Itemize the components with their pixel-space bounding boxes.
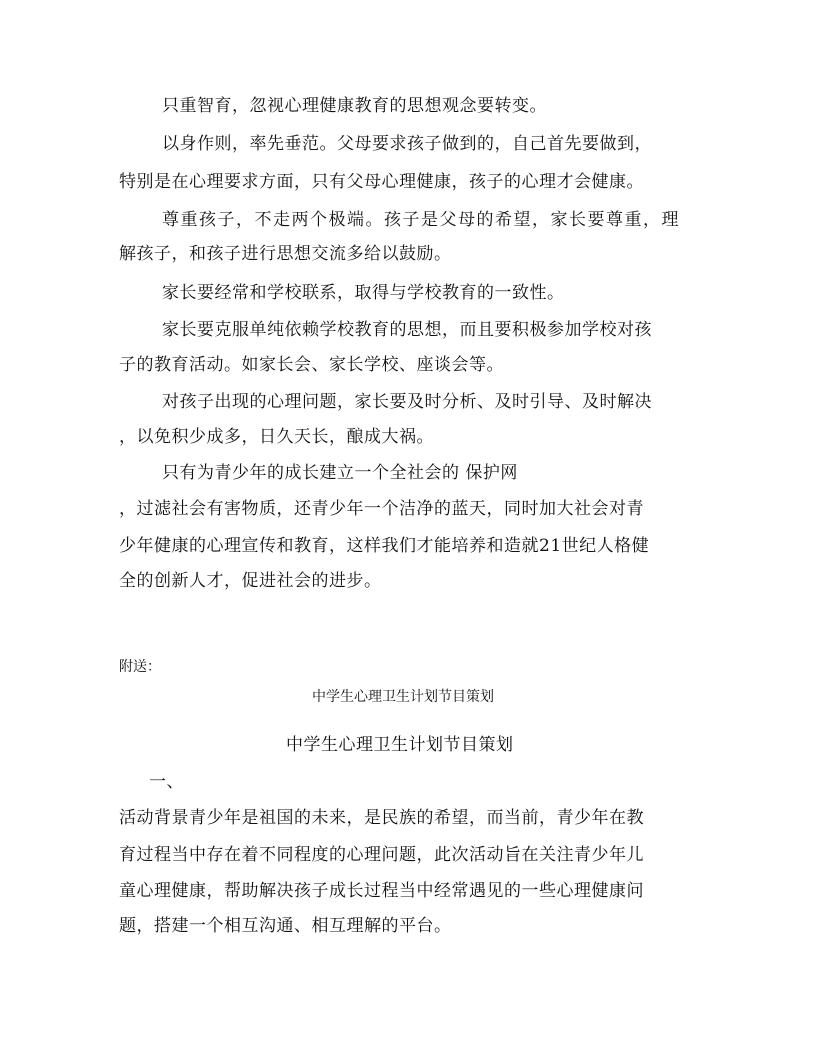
paragraph-line: 少年健康的心理宣传和教育，这样我们才能培养和造就21世纪人格健 — [119, 536, 650, 556]
paragraph-line: ，以免积少成多，日久天长，酿成大祸。 — [119, 427, 434, 447]
paragraph-line: 家长要克服单纯依赖学校教育的思想，而且要积极参加学校对孩 — [162, 320, 652, 340]
paragraph-line: 家长要经常和学校联系，取得与学校教育的一致性。 — [162, 283, 565, 303]
paragraph-line: 只有为青少年的成长建立一个全社会的 保护网 — [162, 463, 518, 483]
paragraph-line: 特别是在心理要求方面，只有父母心理健康，孩子的心理才会健康。 — [119, 172, 644, 192]
paragraph-line: 对孩子出现的心理问题，家长要及时分析、及时引导、及时解决 — [162, 392, 652, 412]
appendix-small-title: 中学生心理卫生计划节目策划 — [312, 689, 494, 705]
paragraph-line: 育过程当中存在着不同程度的心理问题，此次活动旨在关注青少年儿 — [119, 845, 644, 865]
paragraph-line: 活动背景青少年是祖国的未来，是民族的希望，而当前，青少年在教 — [119, 808, 644, 828]
paragraph-line: 子的教育活动。如家长会、家长学校、座谈会等。 — [119, 355, 504, 375]
appendix-main-title: 中学生心理卫生计划节目策划 — [286, 735, 514, 755]
paragraph-line: ，过滤社会有害物质，还青少年一个洁净的蓝天，同时加大社会对青 — [119, 499, 644, 519]
appendix-label: 附送： — [119, 659, 161, 675]
paragraph-line: 解孩子，和孩子进行思想交流多给以鼓励。 — [119, 244, 452, 264]
paragraph-line: 以身作则，率先垂范。父母要求孩子做到的，自己首先要做到， — [162, 134, 652, 154]
section-number: 一、 — [149, 772, 184, 792]
paragraph-line: 题，搭建一个相互沟通、相互理解的平台。 — [119, 916, 452, 936]
paragraph-line: 全的创新人才，促进社会的进步。 — [119, 571, 382, 591]
paragraph-line: 只重智育，忽视心理健康教育的思想观念要转变。 — [162, 96, 547, 116]
paragraph-line: 尊重孩子，不走两个极端。孩子是父母的希望，家长要尊重，理 — [162, 210, 680, 230]
paragraph-line: 童心理健康，帮助解决孩子成长过程当中经常遇见的一些心理健康问 — [119, 881, 644, 901]
